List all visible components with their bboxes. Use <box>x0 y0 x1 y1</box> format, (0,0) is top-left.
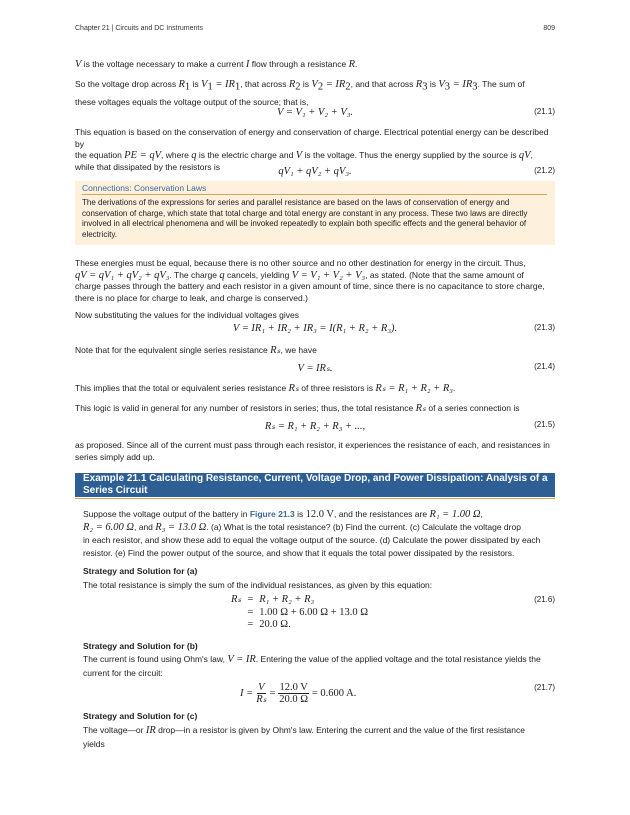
paragraph-9: as proposed. Since all of the current must pass through each resistor, it experiences the resistance of each, and resistances in series simply add up. <box>75 440 550 462</box>
connections-title: Connections: Conservation Laws <box>82 183 207 193</box>
paragraph-8: This logic is valid in general for any number of resistors in series; thus, the total resistance Rₛ of a series connection is <box>75 403 520 414</box>
example-divider <box>75 498 555 499</box>
strategy-c-text: The voltage—or IR drop—in a resistor is given by Ohm's law. Entering the current and the value of the first resistance yields <box>83 725 525 749</box>
strategy-a-text: The total resistance is simply the sum of the individual resistances, as given by this equation: <box>83 580 433 590</box>
chapter-title: Chapter 21 | Circuits and DC Instruments <box>75 25 203 32</box>
equation-21-6-number: (21.6) <box>534 595 555 604</box>
connections-box <box>75 181 555 245</box>
equation-21-6: Rₛ = R₁ + R₂ + R₃ = 1.00 Ω + 6.00 Ω + 13.0 Ω = 20.0 Ω. <box>231 594 369 630</box>
equation-21-4: V = IRₛ. (21.4) <box>297 362 555 374</box>
strategy-b-heading: Strategy and Solution for (b) <box>83 641 198 651</box>
example-title: Example 21.1 Calculating Resistance, Current, Voltage Drop, and Power Dissipation: Analysis of a Series Circuit <box>83 473 548 496</box>
equation-21-1: V = V₁ + V₂ + V₃. (21.1) <box>276 107 555 118</box>
example-problem: Suppose the voltage output of the battery in Figure 21.3 is 12.0 V, and the resistances are R₁ = 1.00 Ω, R₂ = 6.00 Ω, and R₃ = 13.0 Ω. (a) What is the total resistance? (b) Find the current. (c) Calculate the voltage drop in each resistor, and show these add to equal the voltage output of the source. (d) Calculate the power dissipated by each resistor. (e) Find the power output of the source, and show that it equals the total power dissipated by the resistors. <box>83 509 541 558</box>
strategy-a-heading: Strategy and Solution for (a) <box>83 566 198 576</box>
strategy-b-text: The current is found using Ohm's law, V = IR. Entering the value of the applied voltage and the total resistance yields the current for the circuit: <box>83 654 541 678</box>
paragraph-4: These energies must be equal, because there is no other source and no other destination for energy in the circuit. Thus, qV = qV₁ + qV₂ + qV₃. The charge q cancels, yielding V = V₁ + V₂ + V₃, as stated. (Note that the same amount of charge passes through the battery and each resistor in a given amount of time, since there is no capacitance to store charge, there is no place for charge to leak, and charge is conserved.) <box>75 258 545 303</box>
equation-21-7: I = $\frac{V}{\text{Rₛ}}$ = $\frac{12.0 V}{20.0 \Omega}$ = 0.600 A. <box>240 681 357 705</box>
paragraph-6: Note that for the equivalent single series resistance Rₛ, we have <box>75 345 317 356</box>
equation-21-3: V = IR₁ + IR₂ + IR₃ = I(R₁ + R₂ + R₃). (21.3) <box>232 323 555 334</box>
equation-21-7-number: (21.7) <box>534 683 555 692</box>
page-number: 809 <box>543 25 555 32</box>
paragraph-3: This equation is based on the conservation of energy and conservation of charge. Electrical potential energy can be described by the equation PE = qV, where q is the electric charge and V is the voltage. Thus the energy supplied by the source is qV, while that dissipated by the resistors is <box>75 127 549 172</box>
connections-text: The derivations of the expressions for series and parallel resistance are based on the laws of conservation of energy and conservation of charge, which state that total charge and total energy are constant in any process. These two laws are directly involved in all electrical phenomena and will be invoked repeatedly to explain both specific effects and the general behavior of electricity. <box>82 198 528 239</box>
connections-divider <box>82 194 547 195</box>
example-header <box>75 473 555 497</box>
paragraph-1: V is the voltage necessary to make a current I flow through a resistance R. <box>75 59 358 70</box>
equation-21-5: Rₛ = R₁ + R₂ + R₃ + ..., (21.5) <box>264 420 555 432</box>
paragraph-7: This implies that the total or equivalent series resistance Rₛ of three resistors is Rₛ = R₁ + R₂ + R₃. <box>75 383 456 394</box>
figure-link[interactable]: Figure 21.3 <box>249 509 295 519</box>
paragraph-5: Now substituting the values for the individual voltages gives <box>75 310 299 320</box>
paragraph-2: So the voltage drop across $R_1$ is $V_1 = IR_1$, that across $R_2$ is $V_2 = IR_2$, and that across $R_3$ is $V_3 = IR_3$. The sum of these voltages equals the voltage output of the source; that is, <box>75 79 525 107</box>
strategy-c-heading: Strategy and Solution for (c) <box>83 711 198 721</box>
page-header <box>75 25 555 32</box>
equation-21-2: qV₁ + qV₂ + qV₃. (21.2) <box>278 166 555 177</box>
